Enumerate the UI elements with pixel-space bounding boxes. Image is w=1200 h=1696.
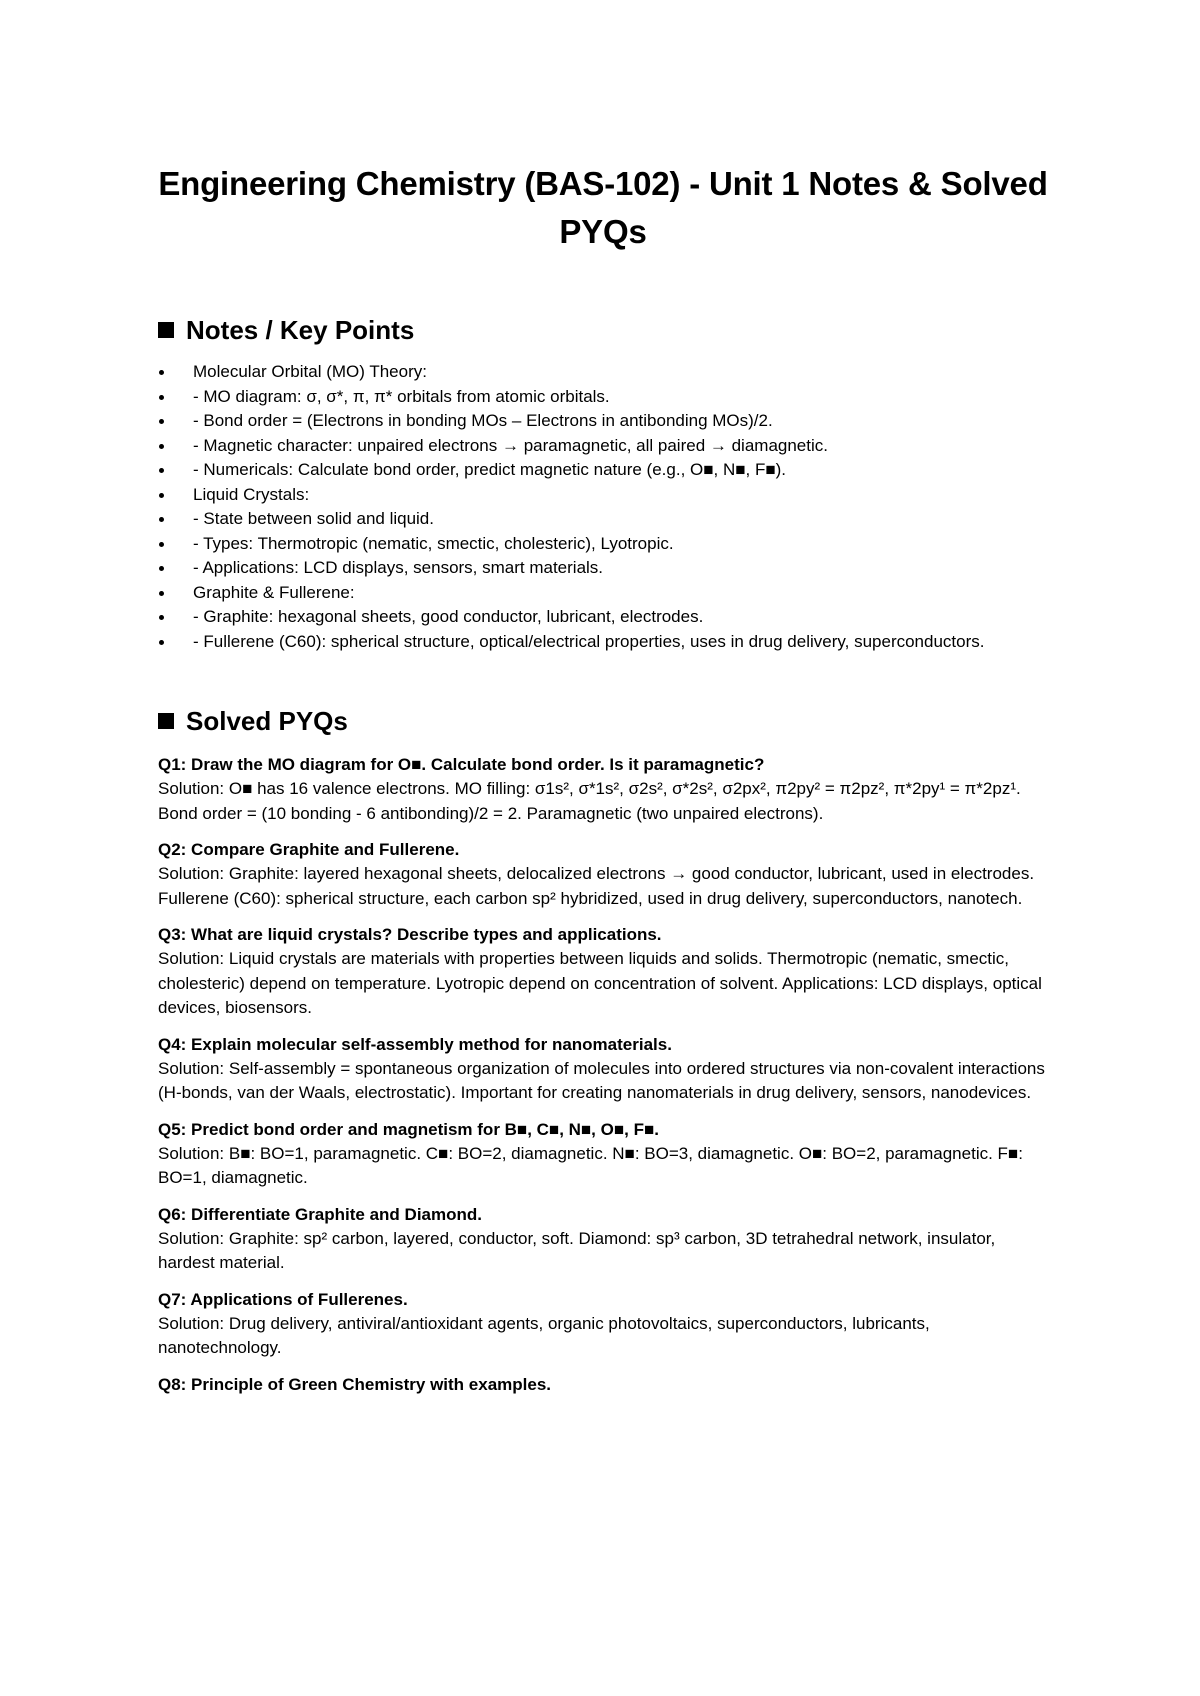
pyq-item-4 bbox=[158, 1033, 1048, 1106]
list-item: Graphite & Fullerene: bbox=[158, 581, 1048, 606]
question-text: Q2: Compare Graphite and Fullerene. bbox=[158, 840, 460, 859]
question-text: Q4: Explain molecular self-assembly method for nanomaterials. bbox=[158, 1034, 672, 1054]
pyq-item-2 bbox=[158, 838, 1048, 911]
question-text: Q1: Draw the MO diagram for O■. Calculate bond order. Is it paramagnetic? bbox=[158, 755, 765, 774]
solution-text: Solution: Graphite: layered hexagonal sheets, delocalized electrons → good conductor, lubricant, used in electrodes. Fullerene (C60): spherical structure, each carbon sp² hybridized, used in drug delivery, superconductors, nanotech. bbox=[158, 864, 1035, 908]
square-bullet-icon bbox=[158, 322, 174, 338]
notes-heading-text: Notes / Key Points bbox=[186, 315, 415, 345]
list-item: - Fullerene (C60): spherical structure, optical/electrical properties, uses in drug delivery, superconductors. bbox=[158, 630, 1048, 655]
pyq-item-7 bbox=[158, 1288, 1048, 1361]
question-text: Q7: Applications of Fullerenes. bbox=[158, 1289, 408, 1309]
list-item: - MO diagram: σ, σ*, π, π* orbitals from atomic orbitals. bbox=[158, 385, 1048, 410]
list-item: - Numericals: Calculate bond order, predict magnetic nature (e.g., O■, N■, F■). bbox=[158, 458, 1048, 483]
list-item: - Types: Thermotropic (nematic, smectic, cholesteric), Lyotropic. bbox=[158, 532, 1048, 557]
pyq-item-3 bbox=[158, 923, 1048, 1021]
square-bullet-icon bbox=[158, 713, 174, 729]
pyq-item-1 bbox=[158, 753, 1048, 826]
solution-text: Solution: Drug delivery, antiviral/antioxidant agents, organic photovoltaics, superconductors, lubricants, nanotechnology. bbox=[158, 1313, 930, 1357]
pyq-item-8 bbox=[158, 1373, 1048, 1397]
list-item: - State between solid and liquid. bbox=[158, 507, 1048, 532]
list-item: Liquid Crystals: bbox=[158, 483, 1048, 508]
pyq-heading-text: Solved PYQs bbox=[186, 706, 348, 736]
pyq-section-heading bbox=[158, 705, 1048, 737]
notes-section-heading bbox=[158, 314, 1048, 346]
list-item: - Graphite: hexagonal sheets, good conductor, lubricant, electrodes. bbox=[158, 605, 1048, 630]
question-text: Q3: What are liquid crystals? Describe types and applications. bbox=[158, 925, 662, 944]
pyq-item-5 bbox=[158, 1118, 1048, 1191]
solution-text: Solution: Self-assembly = spontaneous organization of molecules into ordered structures via non-covalent interactions (H-bonds, van der Waals, electrostatic). Important for creating nanomaterials in drug delivery, sensors, nanodevices. bbox=[158, 1058, 1045, 1102]
list-item: - Magnetic character: unpaired electrons → paramagnetic, all paired → diamagnetic. bbox=[158, 434, 1048, 459]
question-text: Q5: Predict bond order and magnetism for B■, C■, N■, O■, F■. bbox=[158, 1119, 659, 1139]
solution-text: Solution: Graphite: sp² carbon, layered, conductor, soft. Diamond: sp³ carbon, 3D tetrahedral network, insulator, hardest material. bbox=[158, 1228, 996, 1272]
document-page bbox=[158, 160, 1048, 1397]
question-text: Q8: Principle of Green Chemistry with examples. bbox=[158, 1374, 552, 1394]
list-item: Molecular Orbital (MO) Theory: bbox=[158, 360, 1048, 385]
list-item: - Bond order = (Electrons in bonding MOs – Electrons in antibonding MOs)/2. bbox=[158, 409, 1048, 434]
document-title: Engineering Chemistry (BAS-102) - Unit 1 Notes & Solved PYQs bbox=[158, 165, 1048, 250]
notes-list bbox=[158, 360, 1048, 654]
pyq-item-6 bbox=[158, 1203, 1048, 1276]
solution-text: Solution: B■: BO=1, paramagnetic. C■: BO=2, diamagnetic. N■: BO=3, diamagnetic. O■: BO=2, paramagnetic. F■: BO=1, diamagnetic. bbox=[158, 1143, 1023, 1187]
list-item: - Applications: LCD displays, sensors, smart materials. bbox=[158, 556, 1048, 581]
solution-text: Solution: O■ has 16 valence electrons. MO filling: σ1s², σ*1s², σ2s², σ*2s², σ2px², π2py² = π2pz², π*2py¹ = π*2pz¹. Bond order = (10 bonding - 6 antibonding)/2 = 2. Paramagnetic (two unpaired electrons). bbox=[158, 779, 1021, 823]
question-text: Q6: Differentiate Graphite and Diamond. bbox=[158, 1204, 482, 1224]
solution-text: Solution: Liquid crystals are materials with properties between liquids and solids. Thermotropic (nematic, smectic, cholesteric) depend on temperature. Lyotropic depend on concentration of solvent. Applications: LCD displays, optical devices, biosensors. bbox=[158, 949, 1042, 1017]
